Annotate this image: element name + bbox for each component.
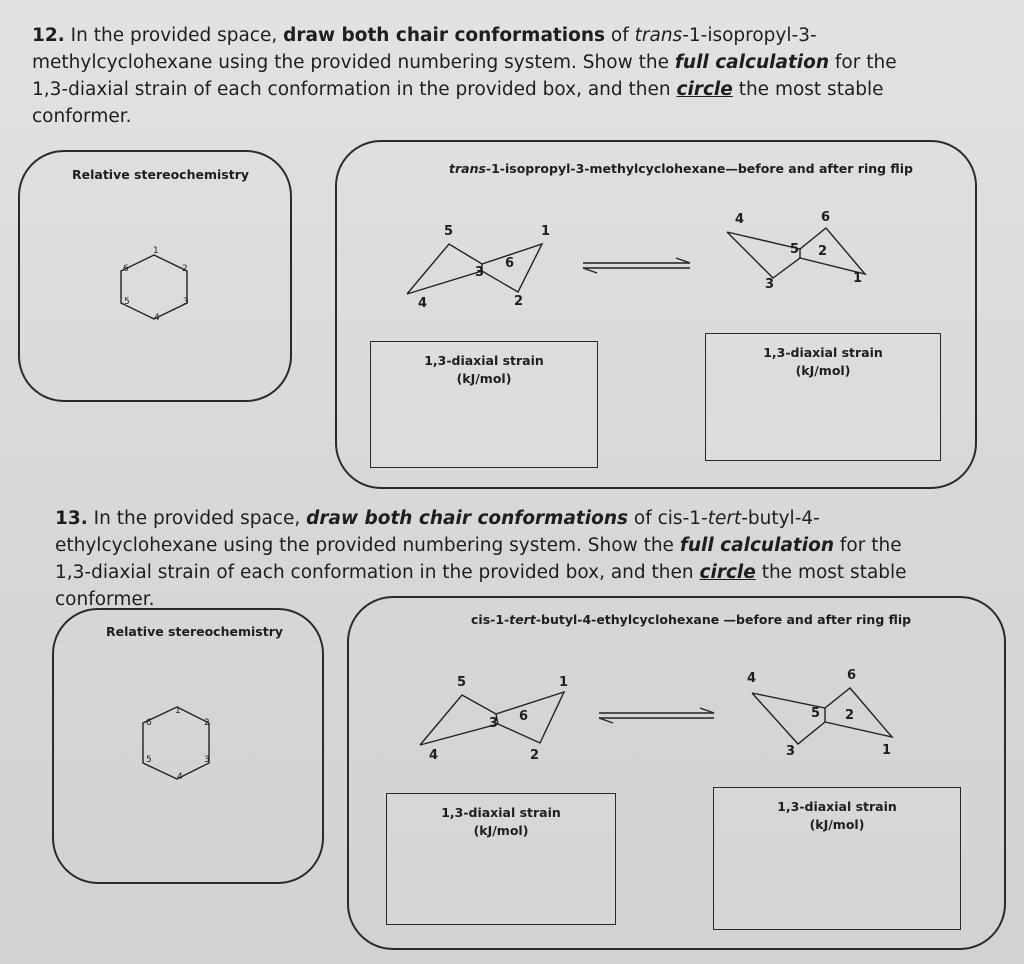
- chair-number-2: 2: [530, 748, 540, 763]
- chair-number-3: 3: [786, 744, 796, 759]
- chair-number-3: 3: [475, 265, 485, 280]
- chair-number-1: 1: [559, 675, 569, 690]
- hex-number-4: 4: [177, 772, 183, 782]
- chair-number-6: 6: [821, 210, 831, 225]
- chair-number-4: 4: [735, 212, 745, 227]
- chair-number-2: 2: [514, 294, 524, 309]
- chair-number-3: 3: [489, 716, 499, 731]
- panel-label: Relative stereochemistry: [106, 624, 284, 639]
- hex-number-2: 2: [182, 264, 188, 274]
- hex-number-4: 4: [154, 313, 160, 323]
- chair-number-5: 5: [811, 706, 821, 721]
- hex-number-3: 3: [183, 297, 189, 307]
- hex-number-3: 3: [204, 755, 210, 765]
- hex-number-1: 1: [153, 246, 159, 256]
- chair-number-1: 1: [853, 271, 863, 286]
- chair-number-4: 4: [747, 671, 757, 686]
- chair-number-3: 3: [765, 277, 775, 292]
- hex-number-5: 5: [124, 297, 130, 307]
- chair-number-1: 1: [882, 743, 892, 758]
- panel-label: Relative stereochemistry: [72, 167, 250, 182]
- chair-number-6: 6: [505, 256, 515, 271]
- chair-number-6: 6: [847, 668, 857, 683]
- chair-number-4: 4: [418, 296, 428, 311]
- panel-title: trans-1-isopropyl-3-methylcyclohexane—before and after ring flip: [449, 161, 913, 176]
- strain-box-before-flip[interactable]: 1,3-diaxial strain (kJ/mol): [370, 341, 598, 468]
- question-number: 13.: [55, 508, 88, 529]
- hex-number-2: 2: [204, 718, 210, 728]
- question-12-text: 12. In the provided space, draw both chair conformations of trans-1-isopropyl-3-methylcyclohexane using the provided numbering system. Show the full calculation for the 1,3-diaxial strain of each conformation in the provided box, and then circle the most stable conformer.: [32, 25, 897, 127]
- chair-number-5: 5: [457, 675, 467, 690]
- strain-box-after-flip[interactable]: 1,3-diaxial strain (kJ/mol): [713, 787, 961, 930]
- hex-number-1: 1: [175, 706, 181, 716]
- strain-box-after-flip[interactable]: 1,3-diaxial strain (kJ/mol): [705, 333, 941, 461]
- hex-number-6: 6: [123, 264, 129, 274]
- chair-number-5: 5: [444, 224, 454, 239]
- chair-number-5: 5: [790, 242, 800, 257]
- hex-number-6: 6: [146, 718, 152, 728]
- question-number: 12.: [32, 25, 65, 46]
- panel-title: cis-1-tert-butyl-4-ethylcyclohexane —before and after ring flip: [471, 612, 912, 627]
- chair-number-6: 6: [519, 709, 529, 724]
- chair-number-1: 1: [541, 224, 551, 239]
- chair-number-2: 2: [818, 244, 828, 259]
- strain-box-before-flip[interactable]: 1,3-diaxial strain (kJ/mol): [386, 793, 616, 925]
- chair-number-2: 2: [845, 708, 855, 723]
- hex-number-5: 5: [146, 755, 152, 765]
- question-13-text: 13. In the provided space, draw both chair conformations of cis-1-tert-butyl-4-ethylcyclohexane using the provided numbering system. Show the full calculation for the 1,3-diaxial strain of each conformation in the provided box, and then circle the most stable conformer.: [55, 508, 907, 610]
- chair-number-4: 4: [429, 748, 439, 763]
